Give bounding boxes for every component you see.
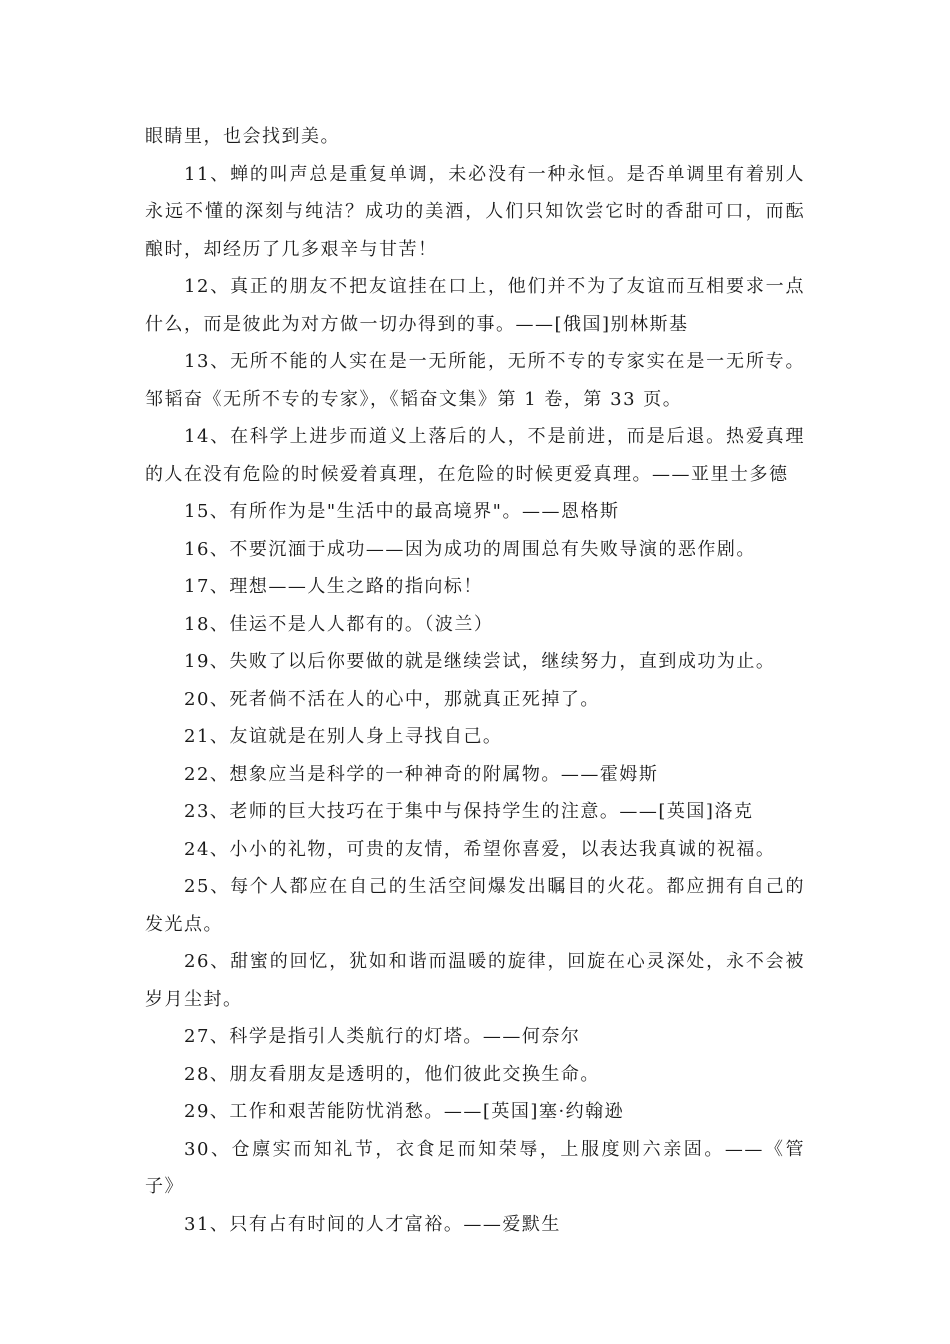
quote-22: 22、想象应当是科学的一种神奇的附属物。——霍姆斯 xyxy=(184,763,659,785)
quote-16: 16、不要沉湎于成功——因为成功的周围总有失败导演的恶作剧。 xyxy=(184,538,756,560)
quote-23: 23、老师的巨大技巧在于集中与保持学生的注意。——[英国]洛克 xyxy=(184,801,754,822)
quote-28: 28、朋友看朋友是透明的，他们彼此交换生命。 xyxy=(184,1063,600,1085)
quote-19: 19、失败了以后你要做的就是继续尝试，继续努力，直到成功为止。 xyxy=(184,651,776,672)
quote-15: 15、有所作为是"生活中的最高境界"。——恩格斯 xyxy=(184,501,620,522)
quote-14: 14、在科学上进步而道义上落后的人，不是前进，而是后退。热爱真理的人在没有危险的时候爱着真理，在危险的时候更爱真理。——亚里士多德 xyxy=(145,426,805,485)
quote-20: 20、死者倘不活在人的心中，那就真正死掉了。 xyxy=(184,688,600,710)
quote-24: 24、小小的礼物，可贵的友情，希望你喜爱，以表达我真诚的祝福。 xyxy=(184,838,776,860)
quote-31: 31、只有占有时间的人才富裕。——爱默生 xyxy=(184,1213,561,1235)
quote-12: 12、真正的朋友不把友谊挂在口上，他们并不为了友谊而互相要求一点什么，而是彼此为对方做一切办得到的事。——[俄国]别林斯基 xyxy=(145,276,805,335)
quote-26: 26、甜蜜的回忆，犹如和谐而温暖的旋律，回旋在心灵深处，永不会被岁月尘封。 xyxy=(145,951,805,1010)
body-text xyxy=(145,118,805,1243)
quote-21: 21、友谊就是在别人身上寻找自己。 xyxy=(184,726,503,747)
quote-17: 17、理想——人生之路的指向标！ xyxy=(184,576,483,597)
quote-27: 27、科学是指引人类航行的灯塔。——何奈尔 xyxy=(184,1026,581,1047)
quote-18: 18、佳运不是人人都有的。（波兰） xyxy=(184,613,494,635)
paragraph-continuation: 眼睛里，也会找到美。 xyxy=(145,126,340,147)
quote-25: 25、每个人都应在自己的生活空间爆发出瞩目的火花。都应拥有自己的发光点。 xyxy=(145,876,805,935)
quote-11: 11、蝉的叫声总是重复单调，未必没有一种永恒。是否单调里有着别人永远不懂的深刻与纯洁？成功的美酒，人们只知饮尝它时的香甜可口，而酝酿时，却经历了几多艰辛与甘苦！ xyxy=(145,163,805,260)
quote-29: 29、工作和艰苦能防忧消愁。——[英国]塞·约翰逊 xyxy=(184,1101,625,1122)
quote-13: 13、无所不能的人实在是一无所能，无所不专的专家实在是一无所专。邹韬奋《无所不专的专家》，《韬奋文集》第 1 卷，第 33 页。 xyxy=(145,351,805,410)
quote-30: 30、仓廪实而知礼节，衣食足而知荣辱，上服度则六亲固。——《管子》 xyxy=(145,1138,805,1197)
